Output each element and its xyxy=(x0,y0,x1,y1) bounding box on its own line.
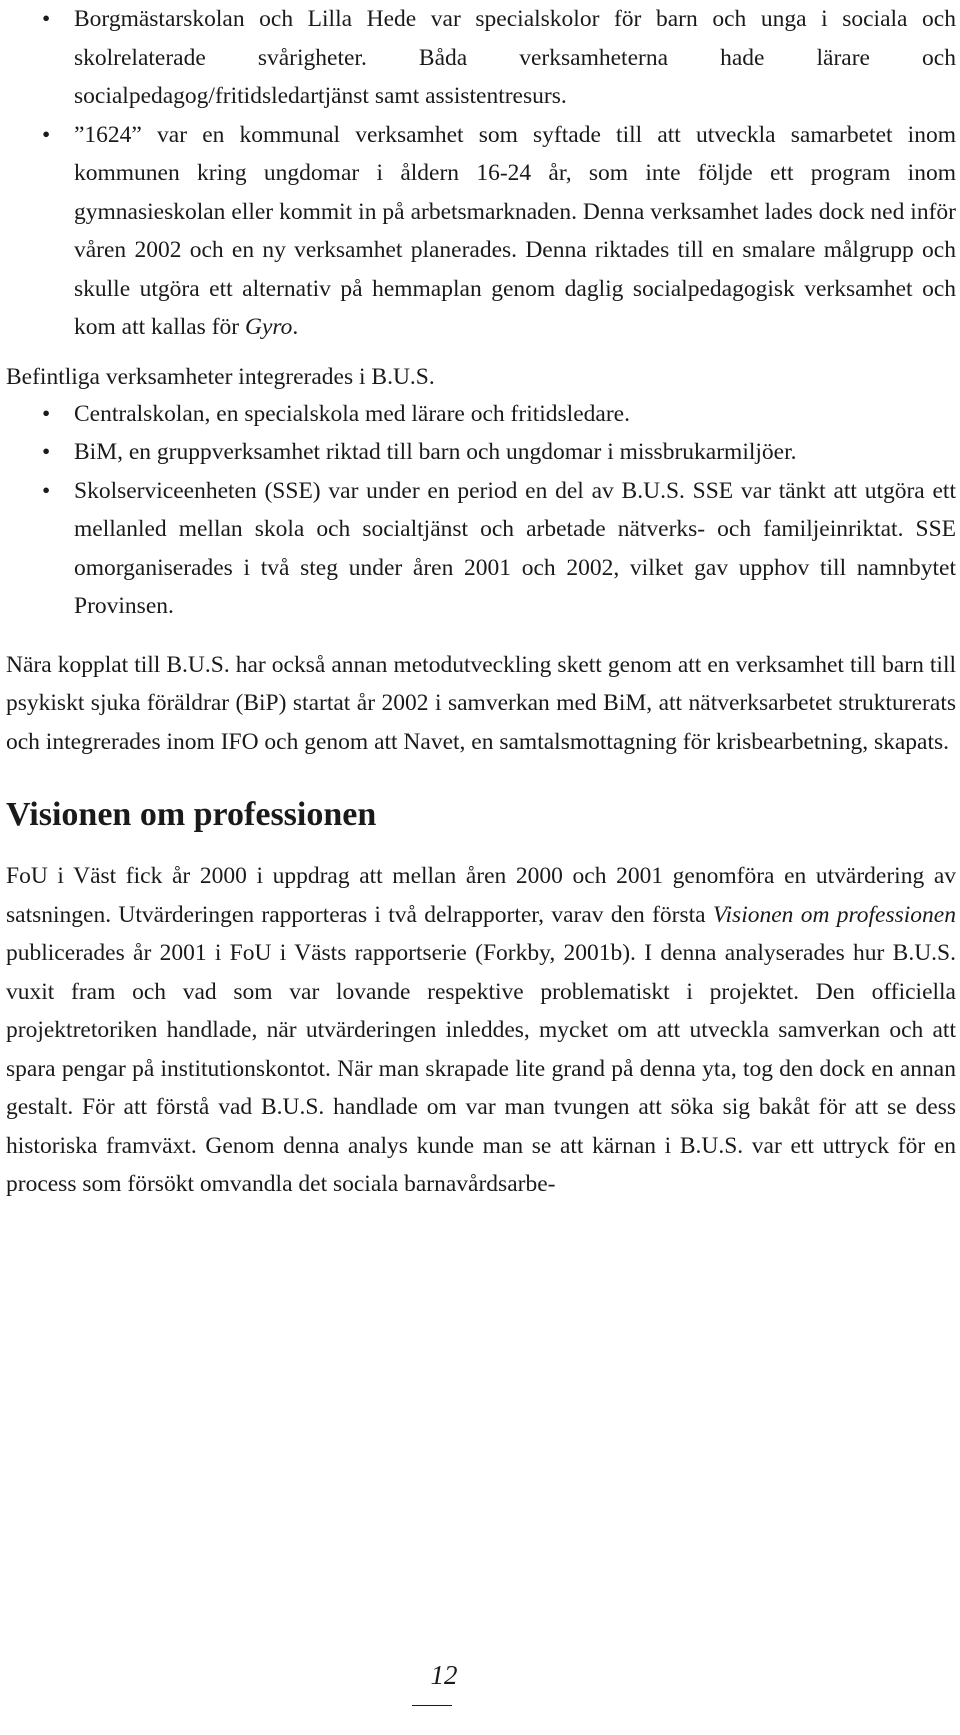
bullet-text-1624: ”1624” var en kommunal verksamhet som syftade till att utveckla samarbetet inom kommunen kring ungdomar i åldern 16-24 år, som inte följde ett program inom gymnasieskolan eller kommit in på arbetsmarknaden. Denna verksamhet lades dock ned inför våren 2002 och en ny verksamhet planerades. Denna riktades till en smalare målgrupp och skulle utgöra ett alternativ på hemmaplan genom daglig socialpedagogisk verksamhet och kom att kallas för Gyro. xyxy=(74,121,956,340)
intro-bullet-list xyxy=(6,0,956,347)
list-item: • Skolserviceenheten (SSE) var under en period en del av B.U.S. SSE var tänkt att utgöra ett mellanled mellan skola och socialtjänst och arbetade nätverks- och familjeinriktat. SSE omorganiserades i två steg under åren 2001 och 2002, vilket gav upphov till namnbytet Provinsen. xyxy=(6,472,956,626)
document-page xyxy=(6,0,956,1204)
integrated-heading: Befintliga verksamheter integrerades i B.U.S. xyxy=(6,363,435,390)
report-title: Visionen om professionen xyxy=(712,901,956,928)
page-number: 12 xyxy=(430,1660,458,1690)
program-name-gyro: Gyro xyxy=(244,314,293,340)
section-paragraph-part2: publicerades år 2001 i FoU i Västs rapportserie (Forkby, 2001b). I denna analyserades hur B.U.S. vuxit fram och vad som var lovande respektive problematiskt i projektet. Den officiella projektretoriken handlade, när utvärderingen inleddes, mycket om att utveckla samverkan och att spara pengar på institutionskontot. När man skrapade lite grand på denna yta, tog den dock en annan gestalt. För att förstå vad B.U.S. handlade om var man tvungen att söka sig bakåt för att se dess historiska framväxt. Genom denna analys kunde man se att kärnan i B.U.S. var ett uttryck för en process som försökt omvandla det sociala barnavårdsarbe- xyxy=(6,940,956,1197)
section-paragraph xyxy=(6,857,956,1204)
list-item: • Centralskolan, en specialskola med lärare och fritidsledare. xyxy=(6,395,956,434)
section-title: Visionen om professionen xyxy=(6,796,377,833)
list-item: • Borgmästarskolan och Lilla Hede var specialskolor för barn och unga i sociala och skolrelaterade svårigheter. Båda verksamheterna hade lärare och socialpedagog/fritidsledartjänst samt assistentresurs. xyxy=(6,0,956,116)
integrated-bullet-list xyxy=(6,395,956,626)
paragraph-related-development: Nära kopplat till B.U.S. har också annan metodutveckling skett genom att en verksamhet till barn till psykiskt sjuka föräldrar (BiP) startat år 2002 i samverkan med BiM, att nätverksarbetet strukturerats och integrerades inom IFO och genom att Navet, en samtalsmottagning för krisbearbetning, skapats. xyxy=(6,651,956,755)
page-number-rule xyxy=(412,1705,452,1706)
list-item xyxy=(6,116,956,347)
list-item: • BiM, en gruppverksamhet riktad till barn och ungdomar i missbrukarmiljöer. xyxy=(6,433,956,472)
section-paragraph-part1: FoU i Väst fick år 2000 i uppdrag att mellan åren 2000 och 2001 genomföra en utvärdering av satsningen. Utvärderingen rapporteras i två delrapporter, varav den första xyxy=(6,863,956,928)
